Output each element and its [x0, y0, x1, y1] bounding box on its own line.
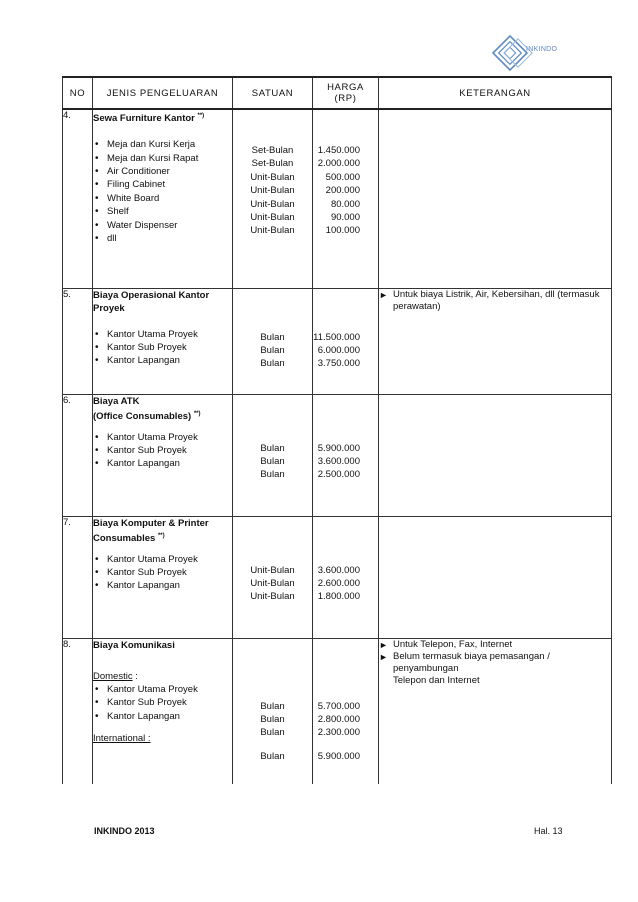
header-satuan: SATUAN [233, 77, 313, 109]
satuan-value: Set-Bulan [251, 158, 294, 170]
satuan-value: Bulan [260, 469, 285, 481]
row-harga [313, 394, 379, 516]
header-harga-line2: (RP) [334, 93, 357, 104]
page-number: Hal. 13 [534, 826, 563, 836]
row-title: Biaya ATK (Office Consumables) **) [93, 395, 201, 422]
list-item: • Kantor Lapangan [93, 457, 232, 470]
satuan-value: Bulan [260, 750, 285, 762]
harga-value: 2.500.000 [317, 469, 360, 481]
item-list [93, 328, 232, 368]
list-item: • Kantor Utama Proyek [93, 683, 232, 696]
row-keterangan [379, 394, 612, 516]
row-satuan [233, 288, 313, 394]
harga-value: 5.900.000 [317, 442, 360, 454]
harga-value: 90.000 [330, 211, 360, 223]
satuan-value: Unit-Bulan [250, 198, 295, 210]
list-item: • Kantor Sub Proyek [93, 566, 232, 579]
harga-value: 3.600.000 [317, 455, 360, 467]
list-item: • Kantor Sub Proyek [93, 341, 232, 354]
row-number: 7. [63, 516, 93, 638]
list-item: • Shelf [93, 205, 232, 218]
footer-organization: INKINDO 2013 [94, 826, 155, 836]
list-item: • Kantor Sub Proyek [93, 696, 232, 709]
item-list [93, 431, 232, 471]
satuan-value: Bulan [260, 455, 285, 467]
row-satuan [233, 516, 313, 638]
international-label: International : [93, 733, 151, 745]
list-item: • Meja dan Kursi Kerja [93, 138, 232, 151]
header-harga-line1: HARGA [327, 82, 364, 93]
row-keterangan [379, 288, 612, 394]
harga-value: 1.800.000 [317, 591, 360, 603]
satuan-value: Bulan [260, 700, 285, 712]
row-description [93, 638, 233, 784]
keterangan-note: ► Untuk Telepon, Fax, Internet [379, 639, 611, 651]
harga-value: 11.500.000 [313, 331, 360, 343]
row-satuan [233, 394, 313, 516]
item-list [93, 138, 232, 245]
keterangan-note: ► Belum termasuk biaya pemasangan / penyambungan Telepon dan Internet [379, 651, 611, 687]
inkindo-logo-icon [488, 32, 578, 74]
list-item: • Filing Cabinet [93, 178, 232, 191]
list-item: • Kantor Utama Proyek [93, 431, 232, 444]
satuan-value: Unit-Bulan [250, 591, 295, 603]
satuan-value: Unit-Bulan [250, 225, 295, 237]
satuan-value: Set-Bulan [251, 145, 294, 156]
domestic-label: Domestic : [93, 670, 138, 682]
row-number: 4. [63, 109, 93, 288]
satuan-value: Bulan [260, 358, 285, 370]
keterangan-note: ► Untuk biaya Listrik, Air, Kebersihan, dll (termasuk perawatan) [379, 289, 611, 313]
row-description [93, 394, 233, 516]
harga-value: 2.000.000 [317, 158, 360, 170]
table-row [63, 109, 612, 288]
harga-value: 5.900.000 [317, 750, 360, 762]
row-description [93, 288, 233, 394]
table-header-row [63, 77, 612, 109]
item-list [93, 553, 232, 593]
row-title: Biaya Operasional Kantor Proyek [93, 289, 210, 314]
table-row [63, 516, 612, 638]
satuan-value: Bulan [260, 344, 285, 356]
header-jenis: JENIS PENGELUARAN [93, 77, 233, 109]
list-item: • Water Dispenser [93, 219, 232, 232]
row-number: 5. [63, 288, 93, 394]
row-keterangan [379, 516, 612, 638]
row-title: Biaya Komputer & Printer Consumables **) [93, 517, 209, 544]
row-keterangan [379, 109, 612, 288]
satuan-value: Bulan [260, 727, 285, 739]
row-description [93, 109, 233, 288]
table-row [63, 288, 612, 394]
harga-value: 2.300.000 [317, 727, 360, 739]
item-list [93, 683, 232, 723]
satuan-value: Unit-Bulan [250, 185, 295, 197]
list-item: • Kantor Utama Proyek [93, 328, 232, 341]
row-title: Sewa Furniture Kantor **) [93, 113, 205, 125]
harga-value: 200.000 [325, 185, 360, 197]
harga-value: 5.700.000 [317, 700, 360, 712]
row-harga [313, 288, 379, 394]
satuan-value: Bulan [260, 713, 285, 725]
harga-value: 1.450.000 [317, 145, 360, 156]
logo-text: INKINDO [526, 46, 558, 53]
list-item: • Kantor Sub Proyek [93, 444, 232, 457]
header-harga [313, 77, 379, 109]
row-satuan [233, 109, 313, 288]
satuan-value: Bulan [260, 442, 285, 454]
satuan-value: Unit-Bulan [250, 171, 295, 183]
list-item: • Kantor Utama Proyek [93, 553, 232, 566]
row-description [93, 516, 233, 638]
satuan-value: Bulan [260, 331, 285, 343]
list-item: • White Board [93, 192, 232, 205]
table-row [63, 638, 612, 784]
satuan-value: Unit-Bulan [250, 211, 295, 223]
harga-value: 6.000.000 [317, 344, 360, 356]
row-title: Biaya Komunikasi [93, 639, 175, 651]
header-no: NO [63, 77, 93, 109]
header-keterangan: KETERANGAN [379, 77, 612, 109]
row-number: 8. [63, 638, 93, 784]
list-item: • dll [93, 232, 232, 245]
list-item: • Kantor Lapangan [93, 354, 232, 367]
row-number: 6. [63, 394, 93, 516]
row-keterangan [379, 638, 612, 784]
list-item: • Kantor Lapangan [93, 710, 232, 723]
harga-value: 100.000 [325, 225, 360, 237]
harga-value: 80.000 [330, 198, 360, 210]
list-item: • Air Conditioner [93, 165, 232, 178]
row-harga [313, 516, 379, 638]
list-item: • Kantor Lapangan [93, 579, 232, 592]
harga-value: 500.000 [325, 171, 360, 183]
harga-value: 3.600.000 [317, 564, 360, 576]
harga-value: 2.800.000 [317, 713, 360, 725]
row-satuan [233, 638, 313, 784]
harga-value: 2.600.000 [317, 577, 360, 589]
expense-table [62, 76, 612, 784]
row-harga [313, 109, 379, 288]
row-harga [313, 638, 379, 784]
satuan-value: Unit-Bulan [250, 564, 295, 576]
satuan-value: Unit-Bulan [250, 577, 295, 589]
harga-value: 3.750.000 [317, 358, 360, 370]
list-item: • Meja dan Kursi Rapat [93, 152, 232, 165]
table-row [63, 394, 612, 516]
